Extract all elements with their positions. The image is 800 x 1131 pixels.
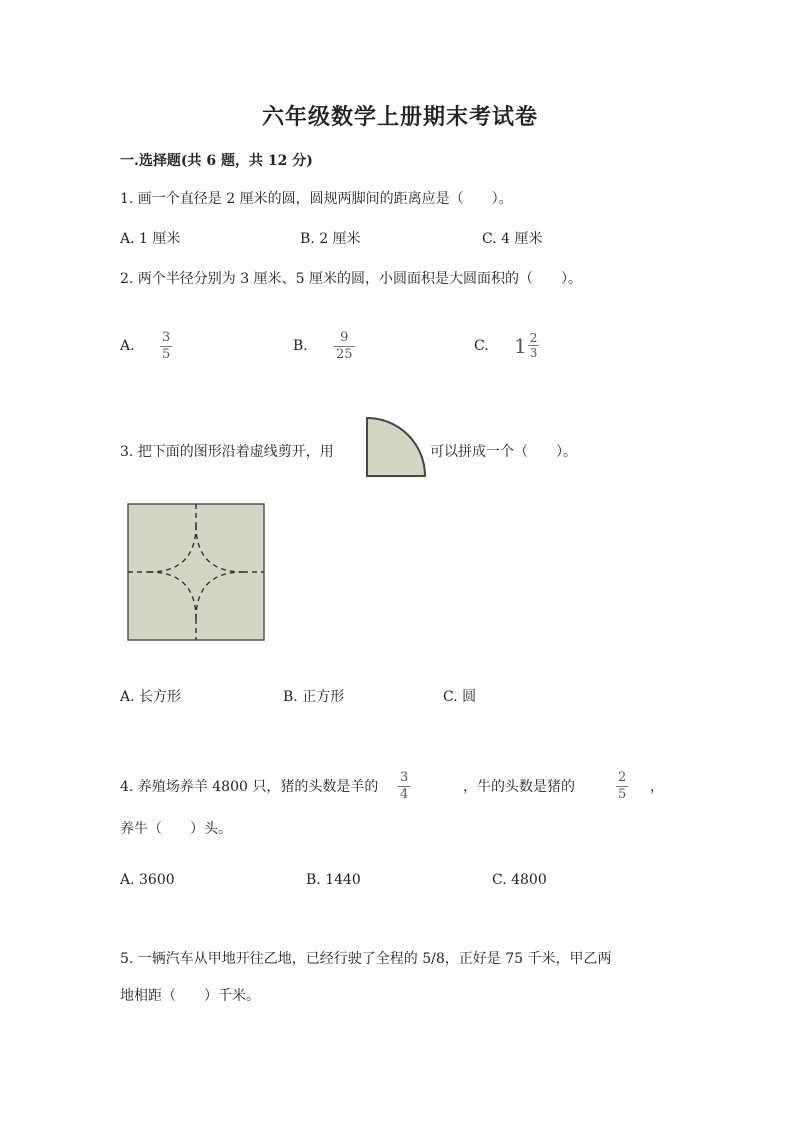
mixed-number-whole: 1 (514, 333, 527, 358)
question-5-text-line2: 地相距（ ）千米。 (120, 988, 260, 1004)
question-4-text-part2: ，牛的头数是猪的 (463, 779, 575, 795)
question-2-option-c[interactable]: C. (474, 338, 489, 354)
question-4-fraction-1 (398, 771, 410, 802)
question-1-text: 1. 画一个直径是 2 厘米的圆，圆规两脚间的距离应是（ ）。 (120, 191, 513, 207)
quarter-circle-figure (365, 416, 429, 480)
question-2-option-a-fraction (160, 331, 172, 362)
question-3-text-after: 可以拼成一个（ ）。 (430, 444, 577, 460)
fraction-numerator: 3 (162, 330, 171, 345)
fraction-denominator: 4 (400, 787, 409, 802)
section-heading: 一.选择题(共 6 题，共 12 分) (120, 153, 313, 169)
question-1-option-b[interactable]: B. 2 厘米 (300, 231, 361, 247)
question-1-option-a[interactable]: A. 1 厘米 (120, 231, 181, 247)
question-4-text-line2: 养牛（ ）头。 (120, 821, 232, 837)
fraction-numerator: 9 (340, 330, 349, 345)
question-3-option-a[interactable]: A. 长方形 (120, 689, 182, 705)
fraction-denominator: 5 (162, 347, 171, 362)
question-4-option-a[interactable]: A. 3600 (120, 872, 175, 888)
question-4-text-part3: ， (650, 779, 664, 795)
fraction-numerator: 2 (529, 331, 538, 345)
question-1-option-c[interactable]: C. 4 厘米 (482, 231, 543, 247)
fraction-numerator: 3 (400, 770, 409, 785)
question-4-option-b[interactable]: B. 1440 (306, 872, 361, 888)
fraction-denominator: 25 (336, 347, 353, 362)
fraction-denominator: 3 (529, 346, 538, 360)
question-2-option-b[interactable]: B. (293, 338, 308, 354)
question-2-text: 2. 两个半径分别为 3 厘米、5 厘米的圆，小圆面积是大圆面积的（ ）。 (120, 271, 582, 287)
question-3-option-c[interactable]: C. 圆 (443, 689, 477, 705)
quarter-circle-shape (367, 418, 425, 476)
question-5-text-line1: 5. 一辆汽车从甲地开往乙地，已经行驶了全程的 5/8，正好是 75 千米，甲乙两 (120, 951, 612, 967)
question-4-option-c[interactable]: C. 4800 (492, 872, 547, 888)
question-3-option-b[interactable]: B. 正方形 (283, 689, 345, 705)
question-2-option-a[interactable]: A. (120, 338, 135, 354)
mixed-number-fraction (528, 332, 540, 359)
question-4-text-part1: 4. 养殖场养羊 4800 只，猪的头数是羊的 (120, 779, 379, 795)
question-2-option-c-mixed-number (514, 332, 539, 359)
question-2-option-b-fraction (334, 331, 355, 362)
question-3-text-before: 3. 把下面的图形沿着虚线剪开，用 (120, 444, 334, 460)
page-title: 六年级数学上册期末考试卷 (261, 104, 538, 130)
fraction-denominator: 5 (618, 787, 627, 802)
question-4-fraction-2 (616, 771, 628, 802)
square-with-dashed-arcs-figure (127, 503, 267, 643)
fraction-numerator: 2 (618, 770, 627, 785)
